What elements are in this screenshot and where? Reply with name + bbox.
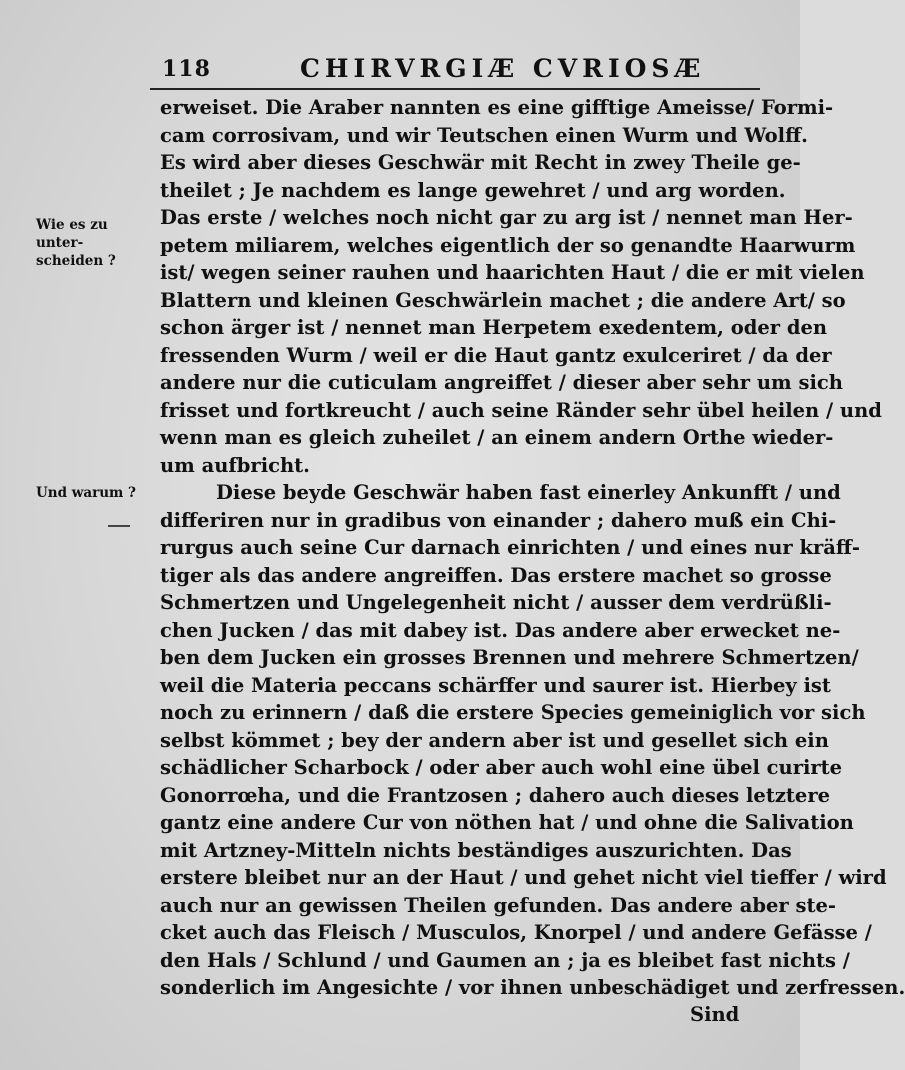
text-line: chen Jucken / das mit dabey ist. Das andere aber erwecket ne- (160, 618, 841, 642)
text-line: Blattern und kleinen Geschwärlein machet ; die andere Art/ so (160, 288, 846, 312)
margin-note-why (36, 484, 148, 502)
text-line: andere nur die cuticulam angreiffet / dieser aber sehr um sich (160, 371, 843, 394)
text-line: den Hals / Schlund / und Gaumen an ; ja es bleibet fast nichts / (160, 948, 850, 972)
margin-note-line: Und warum ? (36, 485, 136, 501)
text-line: ben dem Jucken ein grosses Brennen und mehrere Schmertzen/ (160, 646, 859, 669)
text-line: cket auch das Fleisch / Musculos, Knorpel / und andere Gefässe / (160, 921, 872, 944)
margin-note-line: Wie es zu unter- (36, 217, 108, 251)
text-line: ist/ wegen seiner rauhen und haarichten Haut / die er mit vielen (160, 261, 865, 284)
text-line: sonderlich im Angesichte / vor ihnen unbeschädiget und zerfressen. (160, 976, 905, 999)
text-line: auch nur an gewissen Theilen gefunden. Das andere aber ste- (160, 893, 836, 917)
body-text (160, 94, 905, 1002)
text-line: um aufbricht. (160, 453, 310, 477)
text-line: petem miliarem, welches eigentlich der so genandte Haarwurm (160, 233, 856, 257)
text-line: frisset und fortkreucht / auch seine Ränder sehr übel heilen / und (160, 398, 882, 422)
text-line: erstere bleibet nur an der Haut / und gehet nicht viel tieffer / wird (160, 866, 887, 889)
text-line: tiger als das andere angreiffen. Das erstere machet so grosse (160, 563, 832, 587)
text-line: selbst kömmet ; bey der andern aber ist und gesellet sich ein (160, 728, 829, 752)
text-line: mit Artzney-Mitteln nichts beständiges auszurichten. Das (160, 838, 792, 862)
running-title: CHIRVRGIÆ CVRIOSÆ (300, 54, 706, 83)
page-number: 118 (162, 56, 211, 82)
text-line: rurgus auch seine Cur darnach einrichten / und eines nur kräff- (160, 536, 860, 559)
text-line: theilet ; Je nachdem es lange gewehret / und arg worden. (160, 178, 786, 202)
text-line: gantz eine andere Cur von nöthen hat / und ohne die Salivation (160, 811, 854, 834)
text-line: Gonorrœha, und die Frantzosen ; dahero auch dieses letztere (160, 783, 831, 807)
margin-note-distinguish (36, 216, 148, 270)
text-line: differiren nur in gradibus von einander ; dahero muß ein Chi- (160, 508, 837, 532)
text-line: schon ärger ist / nennet man Herpetem exedentem, oder den (160, 316, 828, 339)
text-line: Das erste / welches noch nicht gar zu arg ist / nennet man Her- (160, 206, 853, 229)
margin-dash (108, 525, 130, 527)
text-line: cam corrosivam, und wir Teutschen einen Wurm und Wolff. (160, 123, 808, 147)
text-line: erweiset. Die Araber nannten es eine gifftige Ameisse/ Formi- (160, 96, 834, 119)
text-line: schädlicher Scharbock / oder aber auch wohl eine übel curirte (160, 756, 843, 779)
text-line: fressenden Wurm / weil er die Haut gantz exulceriret / da der (160, 343, 832, 367)
text-line: weil die Materia peccans schärffer und saurer ist. Hierbey ist (160, 673, 831, 697)
text-line: Schmertzen und Ungelegenheit nicht / ausser dem verdrüßli- (160, 591, 832, 614)
margin-note-line: scheiden ? (36, 253, 116, 269)
text-line: noch zu erinnern / daß die erstere Species gemeiniglich vor sich (160, 701, 866, 724)
catchword: Sind (690, 1003, 740, 1026)
text-line: wenn man es gleich zuheilet / an einem andern Orthe wieder- (160, 426, 834, 449)
text-line: Es wird aber dieses Geschwär mit Recht in zwey Theile ge- (160, 151, 801, 174)
bleed-through-mark (40, 104, 150, 118)
text-line: Diese beyde Geschwär haben fast einerley Ankunfft / und (216, 481, 841, 504)
page-header (150, 48, 760, 90)
